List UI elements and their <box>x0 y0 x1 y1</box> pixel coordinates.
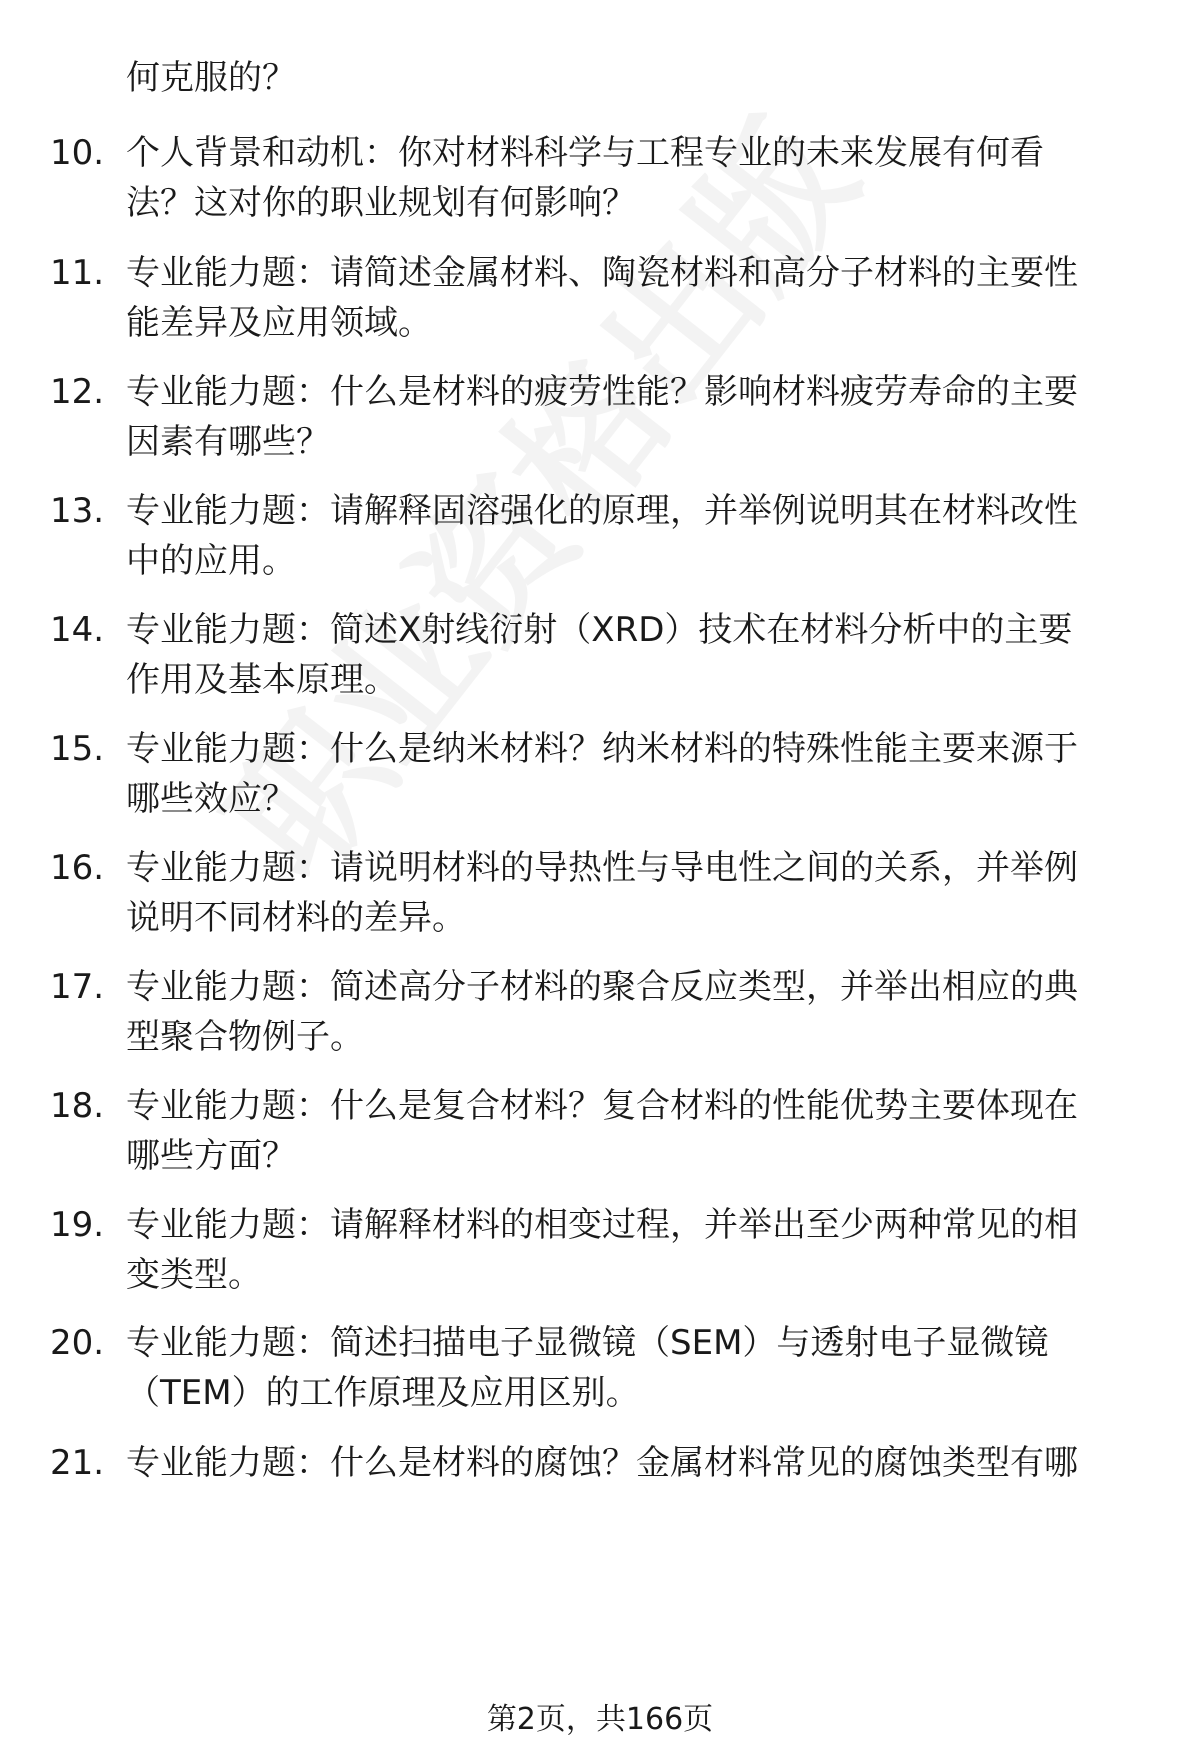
question-text <box>126 128 1200 228</box>
question-line: 专业能力题：请简述金属材料、陶瓷材料和高分子材料的主要性 <box>126 253 1078 293</box>
question-number: 13. <box>50 491 105 531</box>
question-line: 专业能力题：什么是材料的疲劳性能？影响材料疲劳寿命的主要 <box>126 372 1078 412</box>
question-number: 16. <box>50 848 105 888</box>
question-line: 专业能力题：什么是纳米材料？纳米材料的特殊性能主要来源于 <box>126 729 1078 769</box>
continuation-text <box>126 53 296 103</box>
question-number: 17. <box>50 967 105 1007</box>
question-line: 哪些效应？ <box>126 779 296 819</box>
question-number: 12. <box>50 372 105 412</box>
question-line: 哪些方面？ <box>126 1136 296 1176</box>
question-text <box>126 843 1200 943</box>
question-line: 专业能力题：什么是材料的腐蚀？金属材料常见的腐蚀类型有哪 <box>126 1443 1078 1483</box>
question-line: 专业能力题：请解释固溶强化的原理，并举例说明其在材料改性 <box>126 491 1078 531</box>
question-line: 专业能力题：简述高分子材料的聚合反应类型，并举出相应的典 <box>126 967 1078 1007</box>
question-text <box>126 248 1200 348</box>
question-text <box>126 1438 1200 1488</box>
question-text <box>126 962 1200 1062</box>
question-number: 21. <box>50 1443 105 1483</box>
question-line: 专业能力题：简述扫描电子显微镜（SEM）与透射电子显微镜 <box>126 1323 1049 1363</box>
question-number: 19. <box>50 1205 105 1245</box>
question-line: 型聚合物例子。 <box>126 1017 364 1057</box>
continuation-line: 何克服的？ <box>126 58 296 98</box>
question-text <box>126 367 1200 467</box>
question-number: 15. <box>50 729 105 769</box>
question-text <box>126 1200 1200 1300</box>
question-line: 作用及基本原理。 <box>126 660 398 700</box>
question-line: 能差异及应用领域。 <box>126 303 432 343</box>
question-line: （TEM）的工作原理及应用区别。 <box>126 1373 640 1413</box>
page-footer: 第2页，共166页 <box>486 1702 714 1737</box>
question-line: 专业能力题：简述X射线衍射（XRD）技术在材料分析中的主要 <box>126 610 1073 650</box>
question-text <box>126 724 1200 824</box>
question-line: 因素有哪些？ <box>126 422 330 462</box>
question-text <box>126 605 1200 705</box>
question-line: 专业能力题：什么是复合材料？复合材料的性能优势主要体现在 <box>126 1086 1078 1126</box>
question-number: 20. <box>50 1323 105 1363</box>
question-number: 11. <box>50 253 105 293</box>
question-line: 变类型。 <box>126 1255 262 1295</box>
question-line: 法？这对你的职业规划有何影响？ <box>126 183 636 223</box>
question-text <box>126 1318 1200 1418</box>
question-line: 中的应用。 <box>126 541 296 581</box>
question-line: 个人背景和动机：你对材料科学与工程专业的未来发展有何看 <box>126 133 1044 173</box>
question-line: 说明不同材料的差异。 <box>126 898 466 938</box>
question-number: 18. <box>50 1086 105 1126</box>
question-line: 专业能力题：请说明材料的导热性与导电性之间的关系，并举例 <box>126 848 1078 888</box>
question-number: 10. <box>50 133 105 173</box>
question-number: 14. <box>50 610 105 650</box>
question-line: 专业能力题：请解释材料的相变过程，并举出至少两种常见的相 <box>126 1205 1078 1245</box>
question-text <box>126 1081 1200 1181</box>
question-text <box>126 486 1200 586</box>
